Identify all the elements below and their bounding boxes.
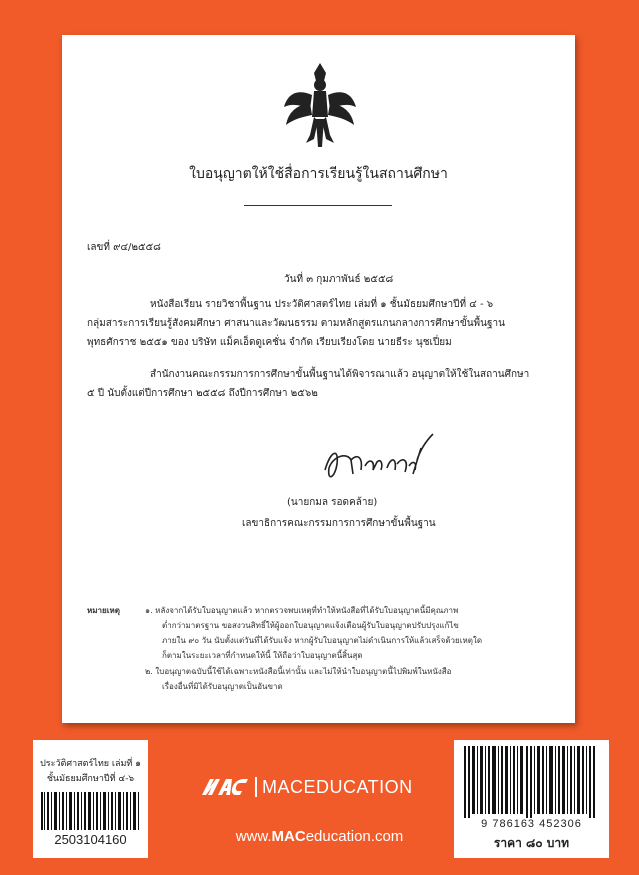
website-brand: MAC	[271, 828, 306, 845]
website-suffix: education.com	[305, 828, 404, 845]
label-title: ประวัติศาสตร์ไทย เล่มที่ ๑	[40, 759, 141, 769]
isbn-barcode	[454, 740, 609, 858]
isbn-number: 9 786163 452306	[481, 818, 582, 830]
permit-date: วันที่ ๓ กุมภาพันธ์ ๒๕๕๘	[284, 274, 394, 285]
handwritten-signature-icon	[317, 430, 437, 490]
note-line: ๒. ใบอนุญาตฉบับนี้ใช้ได้เฉพาะหนังสือนี้เท่านั้น และไม่ให้นำใบอนุญาตนี้ไปพิมพ์ในหนังสือ	[145, 667, 452, 676]
garuda-emblem-icon	[280, 55, 360, 155]
permit-document	[62, 35, 575, 723]
title-divider	[244, 205, 392, 206]
barcode-icon	[41, 792, 141, 830]
note-line: ๑. หลังจากได้รับใบอนุญาตแล้ว หากตรวจพบเหตุที่ทำให้หนังสือที่ได้รับใบอนุญาตนี้มีคุณภาพ	[145, 606, 459, 615]
note-line: ก็ตามในระยะเวลาที่กำหนดให้นี้ ให้ถือว่าใบอนุญาตนี้สิ้นสุด	[162, 651, 363, 660]
note-line: ต่ำกว่ามาตรฐาน ขอสงวนสิทธิ์ให้ผู้ออกใบอนุญาตแจ้งเตือนผู้รับใบอนุญาตปรับปรุงแก้ไข	[162, 621, 459, 630]
paragraph1-line: พุทธศักราช ๒๕๕๑ ของ บริษัท แม็คเอ็ดดูเคชั่น จำกัด เรียบเรียงโดย นายธีระ นุชเปี่ยม	[87, 337, 452, 348]
note-line: ภายใน ๙๐ วัน นับตั้งแต่วันที่ได้รับแจ้ง หากผู้รับใบอนุญาตไม่ดำเนินการให้แล้วเสร็จด้วยเหตุใด	[162, 636, 483, 645]
permit-number: เลขที่ ๙๔/๒๕๕๘	[87, 242, 161, 253]
note-label: หมายเหตุ	[87, 606, 120, 615]
note-line: เรื่องอื่นที่มิได้รับอนุญาตเป็นอันขาด	[162, 682, 283, 691]
label-barcode-number: 2503104160	[54, 832, 127, 847]
logo-divider	[255, 777, 257, 797]
paragraph2-line: ๕ ปี นับตั้งแต่ปีการศึกษา ๒๕๕๘ ถึงปีการศึกษา ๒๕๖๒	[87, 388, 318, 399]
website-prefix: www.	[235, 828, 272, 845]
paragraph2-line: สำนักงานคณะกรรมการการศึกษาขั้นพื้นฐานได้พิจารณาแล้ว อนุญาตให้ใช้ในสถานศึกษา	[150, 369, 530, 380]
document-title: ใบอนุญาตให้ใช้สื่อการเรียนรู้ในสถานศึกษา	[189, 166, 448, 182]
signer-title: เลขาธิการคณะกรรมการการศึกษาขั้นพื้นฐาน	[242, 518, 436, 529]
mac-logo-icon	[200, 775, 250, 799]
price-label: ราคา ๘๐ บาท	[493, 836, 570, 850]
isbn-barcode-icon	[460, 746, 603, 818]
paragraph1-line: หนังสือเรียน รายวิชาพื้นฐาน ประวัติศาสตร์ไทย เล่มที่ ๑ ชั้นมัธยมศึกษาปีที่ ๔ - ๖	[150, 299, 494, 310]
label-grade: ชั้นมัธยมศึกษาปีที่ ๔-๖	[46, 774, 135, 784]
paragraph1-line: กลุ่มสาระการเรียนรู้สังคมศึกษา ศาสนาและวัฒนธรรม ตามหลักสูตรแกนกลางการศึกษาขั้นพื้นฐาน	[87, 318, 505, 329]
signer-name: (นายกมล รอดคล้าย)	[287, 497, 378, 508]
brand-name: MACEDUCATION	[262, 777, 413, 797]
